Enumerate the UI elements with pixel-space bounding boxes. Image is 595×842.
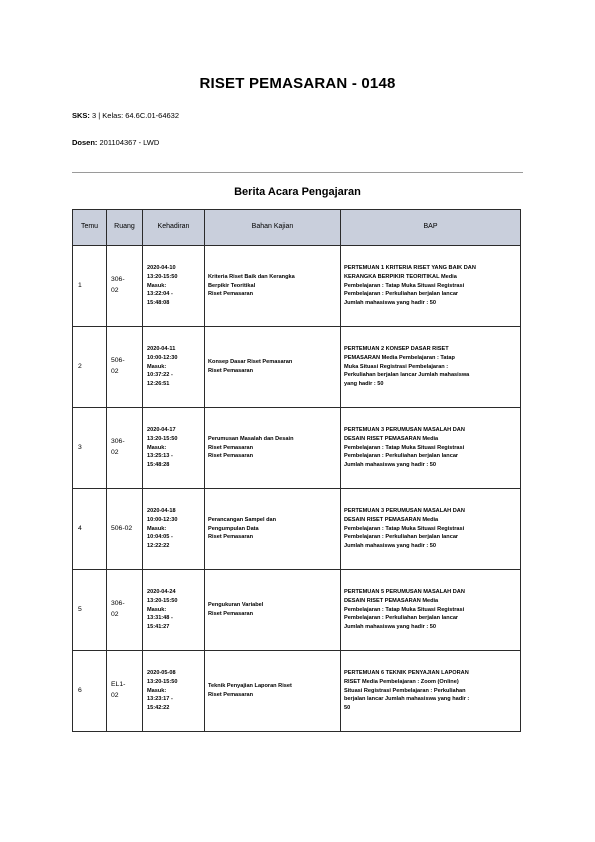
dosen-value: 201104367 - LWD (99, 138, 160, 147)
table-row (73, 489, 521, 570)
cell-kehadiran: 2020-04-24 13:20-15:50 Masuk: 13:31:48 - 15:41:27 (143, 570, 205, 651)
header-bap: BAP (341, 210, 521, 246)
cell-bap: PERTEMUAN 6 TEKNIK PENYAJIAN LAPORAN RISET Media Pembelajaran : Zoom (Online) Situasi Registrasi Pembelajaran : Perkuliahan berjalan lancar Jumlah mahasiswa yang hadir : 50 (341, 651, 521, 732)
sks-value: 3 | Kelas: 64.6C.01-64632 (92, 111, 180, 120)
cell-bahan-kajian: Pengukuran Variabel Riset Pemasaran (205, 570, 341, 651)
cell-bahan-kajian: Konsep Dasar Riset Pemasaran Riset Pemasaran (205, 327, 341, 408)
cell-temu: 4 (73, 489, 107, 570)
cell-temu: 3 (73, 408, 107, 489)
header-bahan-kajian: Bahan Kajian (205, 210, 341, 246)
cell-bap: PERTEMUAN 1 KRITERIA RISET YANG BAIK DAN KERANGKA BERPIKIR TEORITIKAL Media Pembelajaran : Tatap Muka Situasi Registrasi Pembelajaran : Perkuliahan berjalan lancar Jumlah mahasiswa yang hadir : 50 (341, 246, 521, 327)
header-temu: Temu (73, 210, 107, 246)
cell-ruang: 306- 02 (107, 408, 143, 489)
cell-bahan-kajian: Kriteria Riset Baik dan Kerangka Berpikir Teoritikal Riset Pemasaran (205, 246, 341, 327)
header-kehadiran: Kehadiran (143, 210, 205, 246)
cell-bap: PERTEMUAN 5 PERUMUSAN MASALAH DAN DESAIN RISET PEMASARAN Media Pembelajaran : Tatap Muka Situasi Registrasi Pembelajaran : Perkuliahan berjalan lancar Jumlah mahasiswa yang hadir : 50 (341, 570, 521, 651)
teaching-report-table (72, 209, 521, 732)
cell-temu: 5 (73, 570, 107, 651)
dosen-label: Dosen: (72, 138, 98, 147)
table-row (73, 570, 521, 651)
section-title: Berita Acara Pengajaran (234, 186, 361, 198)
cell-ruang: 306- 02 (107, 246, 143, 327)
cell-kehadiran: 2020-04-10 13:20-15:50 Masuk: 13:22:04 - 15:48:08 (143, 246, 205, 327)
cell-kehadiran: 2020-04-18 10:00-12:30 Masuk: 10:04:05 - 12:22:22 (143, 489, 205, 570)
cell-ruang: 506- 02 (107, 327, 143, 408)
cell-kehadiran: 2020-04-17 13:20-15:50 Masuk: 13:25:13 - 15:48:28 (143, 408, 205, 489)
cell-ruang: 506-02 (107, 489, 143, 570)
cell-bahan-kajian: Perumusan Masalah dan Desain Riset Pemasaran Riset Pemasaran (205, 408, 341, 489)
header-ruang: Ruang (107, 210, 143, 246)
cell-bap: PERTEMUAN 2 KONSEP DASAR RISET PEMASARAN Media Pembelajaran : Tatap Muka Situasi Registrasi Pembelajaran : Perkuliahan berjalan lancar Jumlah mahasiswa yang hadir : 50 (341, 327, 521, 408)
table-header-row (73, 210, 521, 246)
cell-ruang: EL1- 02 (107, 651, 143, 732)
cell-bahan-kajian: Teknik Penyajian Laporan Riset Riset Pemasaran (205, 651, 341, 732)
cell-temu: 2 (73, 327, 107, 408)
table-row (73, 246, 521, 327)
cell-bap: PERTEMUAN 3 PERUMUSAN MASALAH DAN DESAIN RISET PEMASARAN Media Pembelajaran : Tatap Muka Situasi Registrasi Pembelajaran : Perkuliahan berjalan lancar Jumlah mahasiswa yang hadir : 50 (341, 408, 521, 489)
cell-ruang: 306- 02 (107, 570, 143, 651)
cell-temu: 1 (73, 246, 107, 327)
page-title: RISET PEMASARAN - 0148 (199, 75, 396, 92)
table-row (73, 327, 521, 408)
table-row (73, 651, 521, 732)
table-row (73, 408, 521, 489)
cell-kehadiran: 2020-04-11 10:00-12:30 Masuk: 10:37:22 - 12:26:51 (143, 327, 205, 408)
cell-kehadiran: 2020-05-08 13:20-15:50 Masuk: 13:23:17 - 15:42:22 (143, 651, 205, 732)
sks-label: SKS: (72, 111, 90, 120)
course-meta (72, 111, 179, 120)
cell-temu: 6 (73, 651, 107, 732)
cell-bahan-kajian: Perancangan Sampel dan Pengumpulan Data Riset Pemasaran (205, 489, 341, 570)
divider (72, 172, 523, 173)
lecturer-meta (72, 138, 159, 147)
cell-bap: PERTEMUAN 3 PERUMUSAN MASALAH DAN DESAIN RISET PEMASARAN Media Pembelajaran : Tatap Muka Situasi Registrasi Pembelajaran : Perkuliahan berjalan lancar Jumlah mahasiswa yang hadir : 50 (341, 489, 521, 570)
